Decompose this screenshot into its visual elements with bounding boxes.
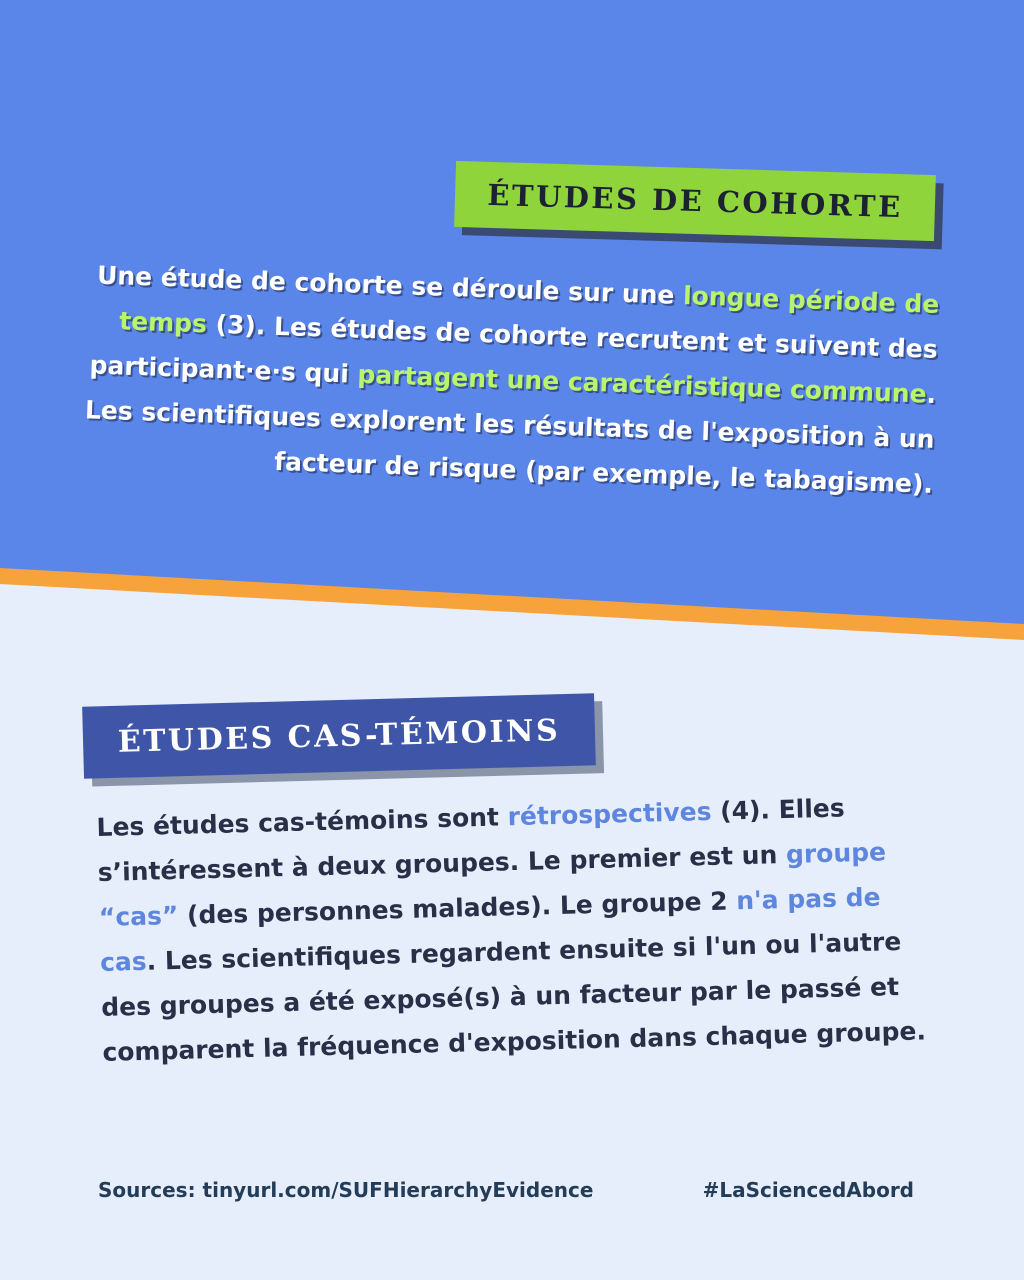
cohort-text-segment: . Les scientifiques explorent les résultats de l'exposition à un facteur de risque (par exemple, le tabagisme).: [84, 379, 937, 499]
case-control-text-segment: (des personnes malades). Le groupe 2: [177, 886, 737, 930]
case-control-highlight-retrospective: rétrospectives: [507, 796, 712, 832]
cohort-text-segment: (3). Les études de cohorte recrutent et suivent des participant·e·s qui: [89, 309, 939, 389]
case-control-title: ÉTUDES CAS-TÉMOINS: [82, 693, 596, 778]
footer-sources: Sources: tinyurl.com/SUFHierarchyEvidence: [98, 1178, 594, 1202]
cohort-highlight-long-period: longue période de temps: [118, 281, 940, 339]
case-control-text-segment: (4). Elles s’intéressent à deux groupes. Le premier est un: [97, 793, 846, 887]
case-control-highlight-case-group: groupe “cas”: [98, 837, 887, 932]
cohort-highlight-shared-trait: partagent une caractéristique commune: [357, 359, 928, 409]
case-control-title-tag: [82, 693, 596, 778]
case-control-highlight-no-cases: n'a pas de cas: [99, 882, 881, 977]
footer-hashtag: #LaSciencedAbord: [702, 1178, 914, 1202]
case-control-paragraph: [96, 783, 933, 1075]
cohort-title: ÉTUDES DE COHORTE: [454, 161, 936, 241]
cohort-text-segment: Une étude de cohorte se déroule sur une: [96, 260, 684, 311]
case-control-text-segment: . Les scientifiques regardent ensuite si l'un ou l'autre des groupes a été exposé(s) à un facteur par le passé et comparent la fréquence d'exposition dans chaque groupe.: [100, 926, 927, 1067]
cohort-title-tag: [454, 161, 936, 241]
cohort-paragraph: [83, 252, 940, 507]
case-control-text-segment: Les études cas-témoins sont: [96, 802, 508, 842]
